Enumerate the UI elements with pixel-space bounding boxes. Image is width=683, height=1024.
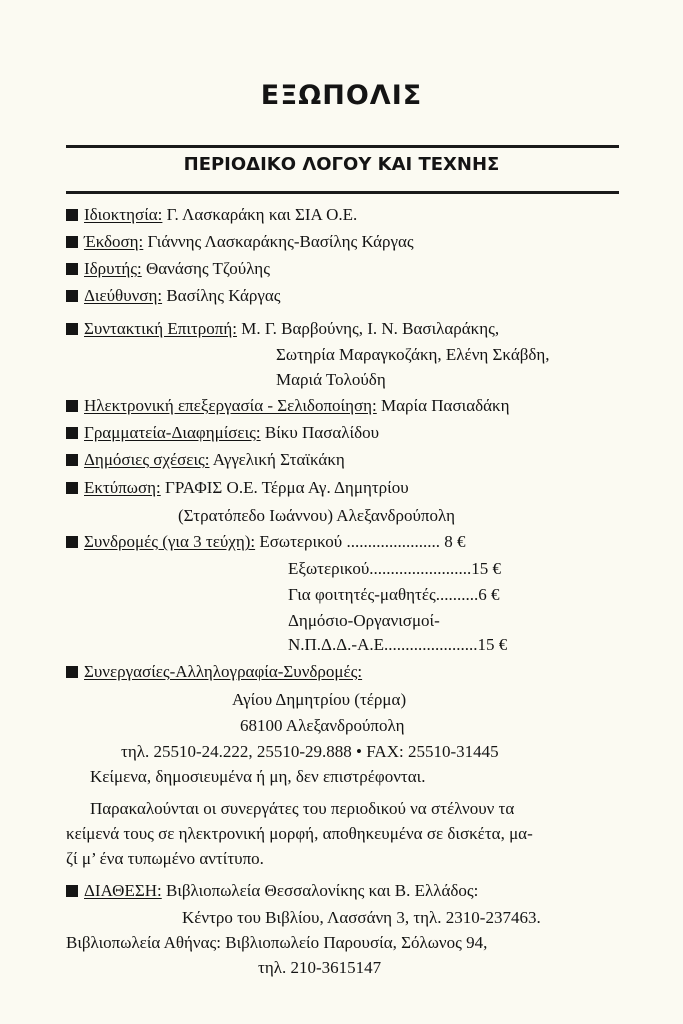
distribution-label: ΔΙΑΘΕΣΗ: <box>84 881 162 900</box>
distribution-line-3: Βιβλιοπωλεία Αθήνας: Βιβλιοπωλείο Παρουσία, Σόλωνος 94, <box>66 933 488 952</box>
publishing-label: Έκδοση: <box>84 232 144 251</box>
magazine-subtitle: ΠΕΡΙΟΔΙΚΟ ΛΟΓΟΥ ΚΑΙ ΤΕΧΝΗΣ <box>183 154 500 175</box>
subscriptions-line <box>66 531 465 553</box>
editorial-label: Συντακτική Επιτροπή: <box>84 319 237 338</box>
top-rule <box>66 145 619 148</box>
distribution-line <box>66 880 478 902</box>
secretariat-line <box>66 422 379 444</box>
secretariat-label: Γραμματεία-Διαφημίσεις: <box>84 423 261 442</box>
contact-address-2: 68100 Αλεξανδρούπολη <box>240 716 405 735</box>
pr-label: Δημόσιες σχέσεις: <box>84 450 210 469</box>
subscription-foreign: Εξωτερικού........................15 € <box>288 559 502 578</box>
editorial-value-1: Μ. Γ. Βαρβούνης, Ι. Ν. Βασιλαράκης, <box>241 319 500 338</box>
direction-label: Διεύθυνση: <box>84 286 163 305</box>
distribution-value: Βιβλιοπωλεία Θεσσαλονίκης και Β. Ελλάδος: <box>165 881 479 900</box>
layout-label: Ηλεκτρονική επεξεργασία - Σελιδοποίηση: <box>84 396 377 415</box>
subscriptions-label: Συνδρομές (για 3 τεύχη): <box>84 532 256 551</box>
magazine-title: ΕΞΩΠΟΛΙΣ <box>260 80 423 111</box>
printing-value-1: ΓΡΑΦΙΣ Ο.Ε. Τέρμα Αγ. Δημητρίου <box>165 478 409 497</box>
founder-value: Θανάσης Τζούλης <box>146 259 270 278</box>
printing-value-2: (Στρατόπεδο Ιωάννου) Αλεξανδρούπολη <box>178 506 455 525</box>
bullet-square-icon <box>66 666 78 678</box>
ownership-line <box>66 204 357 226</box>
ownership-value: Γ. Λασκαράκη και ΣΙΑ Ο.Ε. <box>166 205 358 224</box>
contact-note: Κείμενα, δημοσιευμένα ή μη, δεν επιστρέφονται. <box>90 767 426 786</box>
request-line-3: ζί μ’ ένα τυπωμένο αντίτυπο. <box>66 849 264 868</box>
bullet-square-icon <box>66 454 78 466</box>
bullet-square-icon <box>66 482 78 494</box>
bullet-square-icon <box>66 236 78 248</box>
contact-address-1: Αγίου Δημητρίου (τέρμα) <box>232 690 407 709</box>
publishing-value: Γιάννης Λασκαράκης-Βασίλης Κάργας <box>147 232 414 251</box>
distribution-line-2: Κέντρο του Βιβλίου, Λασσάνη 3, τηλ. 2310-237463. <box>182 908 541 927</box>
printing-line <box>66 477 409 499</box>
bullet-square-icon <box>66 885 78 897</box>
secretariat-value: Βίκυ Πασαλίδου <box>264 423 380 442</box>
bullet-square-icon <box>66 323 78 335</box>
request-line-2: κείμενά τους σε ηλεκτρονική μορφή, αποθηκευμένα σε δισκέτα, μα- <box>66 824 533 843</box>
pr-value: Αγγελική Σταϊκάκη <box>212 450 345 469</box>
bullet-square-icon <box>66 427 78 439</box>
bullet-square-icon <box>66 536 78 548</box>
printing-label: Εκτύπωση: <box>84 478 161 497</box>
distribution-line-4: τηλ. 210-3615147 <box>258 958 382 977</box>
subscription-public-2: Ν.Π.Δ.Δ.-Α.Ε......................15 € <box>288 635 508 654</box>
contact-line <box>66 661 362 683</box>
pr-line <box>66 449 345 471</box>
subscription-public-1: Δημόσιο-Οργανισμοί- <box>288 611 440 630</box>
bullet-square-icon <box>66 290 78 302</box>
founder-label: Ιδρυτής: <box>84 259 142 278</box>
editorial-line <box>66 318 499 340</box>
editorial-value-3: Μαριά Τολούδη <box>276 370 386 389</box>
bullet-square-icon <box>66 400 78 412</box>
bullet-square-icon <box>66 209 78 221</box>
bottom-rule <box>66 191 619 194</box>
editorial-value-2: Σωτηρία Μαραγκοζάκη, Ελένη Σκάβδη, <box>276 345 550 364</box>
publishing-line <box>66 231 414 253</box>
bullet-square-icon <box>66 263 78 275</box>
layout-line <box>66 395 509 417</box>
founder-line <box>66 258 270 280</box>
subscription-students: Για φοιτητές-μαθητές..........6 € <box>288 585 500 604</box>
direction-value: Βασίλης Κάργας <box>166 286 281 305</box>
ownership-label: Ιδιοκτησία: <box>84 205 163 224</box>
subscription-domestic: Εσωτερικού ...................... 8 € <box>259 532 466 551</box>
contact-label: Συνεργασίες-Αλληλογραφία-Συνδρομές: <box>84 662 363 681</box>
direction-line <box>66 285 280 307</box>
contact-phones: τηλ. 25510-24.222, 25510-29.888 • FAX: 25510-31445 <box>121 742 499 761</box>
layout-value: Μαρία Πασιαδάκη <box>381 396 510 415</box>
request-line-1: Παρακαλούνται οι συνεργάτες του περιοδικού να στέλνουν τα <box>90 799 515 818</box>
